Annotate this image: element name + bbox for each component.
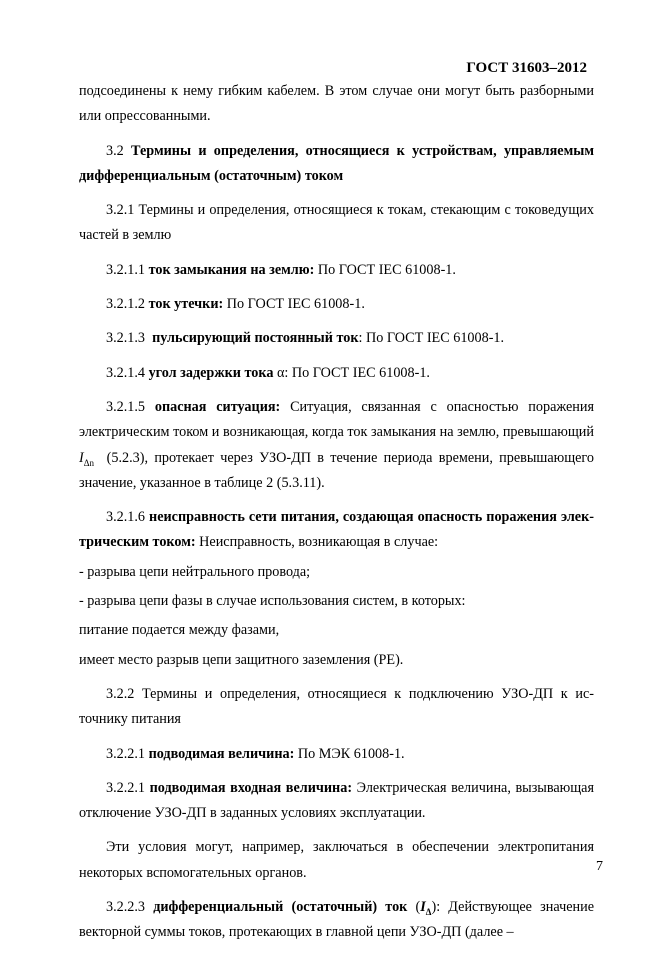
term-definition: : По ГОСТ IEC 61008-1.: [358, 330, 505, 347]
term-number: 3.2.2.1: [106, 779, 150, 796]
term-number: 3.2.1.4: [106, 364, 149, 381]
term-definition: Ситуация, связанная с опасностью поражения электрическим током и возникающая, когда ток замыкания на землю, превышающий: [79, 398, 594, 441]
term-3-2-1-3: [79, 326, 594, 351]
term-number: 3.2.1.6: [106, 509, 150, 526]
term-definition: По МЭК 61008-1.: [294, 745, 405, 762]
list-item: питание подается между фазами,: [79, 622, 280, 639]
term-definition: Электрическая величина, вызывающая отключение УЗО-ДП в заданных условиях эксплуатации.: [79, 779, 594, 822]
current-subscript: Δn: [83, 457, 95, 468]
section-title: Термины и определения, относящиеся к устройствам, управляемым дифференциальным (остаточным) током: [79, 142, 595, 184]
term-title: ток замыкания на землю:: [148, 261, 315, 278]
term-3-2-2-1: [79, 742, 594, 767]
term-definition-cont: (5.2.3), протекает через УЗО-ДП в течение периода времени, превышающего значение, указанное в таблице 2 (5.3.11).: [79, 449, 598, 491]
subsection-3-2-2: 3.2.2 Термины и определения, относящиеся к подключению УЗО-ДП к источнику питания: [79, 685, 594, 728]
term-title: угол задержки тока: [148, 364, 274, 381]
term-title: пульсирующий постоянный ток: [152, 330, 359, 347]
term-title: подводимая входная величина:: [149, 779, 353, 796]
term-definition: По ГОСТ IEC 61008-1.: [314, 261, 456, 278]
paragraph-continuation: подсоединены к нему гибким кабелем. В этом случае они могут быть разборными или опрессованными.: [79, 83, 594, 125]
current-symbol: I: [79, 449, 84, 466]
list-item: - разрыва цепи фазы в случае использования систем, в которых:: [79, 593, 466, 610]
current-symbol: I: [420, 899, 426, 916]
term-3-2-1-6: [79, 505, 594, 556]
term-number: 3.2.1.2: [106, 296, 149, 313]
term-title: неисправность сети питания, создающая опасность поражения электрическим током:: [79, 509, 594, 551]
note-paragraph: Эти условия могут, например, заключаться в обеспечении электропитания некоторых вспомогательных органов.: [79, 839, 594, 881]
term-title: опасная ситуация:: [154, 398, 281, 415]
term-number: 3.2.1.3: [106, 330, 153, 347]
term-title: ток утечки:: [148, 296, 224, 313]
section-3-2-heading: [79, 139, 594, 190]
subsection-3-2-1: 3.2.1 Термины и определения, относящиеся к токам, стекающим с токоведущих частей в землю: [79, 202, 594, 244]
term-definition: : Действующее значение векторной суммы токов, протекающих в главной цепи УЗО-ДП (далее –: [79, 899, 594, 941]
page-number: 7: [596, 859, 603, 874]
term-3-2-2-3: [79, 895, 594, 946]
list-item: - разрыва цепи нейтрального провода;: [79, 563, 311, 580]
term-number: 3.2.1.1: [106, 261, 149, 278]
term-3-2-1-4: [79, 361, 594, 386]
term-3-2-2-1-b: [79, 776, 594, 827]
term-number: 3.2.1.5: [106, 398, 155, 415]
term-title: дифференциальный (остаточный) ток: [153, 899, 408, 916]
section-number: 3.2: [106, 142, 132, 159]
paren-open: (: [407, 899, 421, 916]
current-subscript: Δ: [425, 906, 432, 917]
term-number: 3.2.2.3: [106, 899, 154, 916]
term-title: подводимая величина:: [148, 745, 295, 762]
document-body: [79, 79, 598, 955]
term-3-2-1-1: [79, 258, 594, 283]
document-header: ГОСТ 31603–2012: [466, 60, 587, 76]
term-number: 3.2.2.1: [106, 745, 149, 762]
term-definition: Неисправность, возникающая в случае:: [195, 534, 439, 551]
paren-close: ): [431, 899, 437, 916]
term-3-2-1-5: [79, 395, 598, 496]
term-definition: α: По ГОСТ IEC 61008-1.: [273, 364, 430, 381]
term-definition: По ГОСТ IEC 61008-1.: [223, 296, 365, 313]
term-3-2-1-2: [79, 292, 594, 317]
list-item: имеет место разрыв цепи защитного заземления (PE).: [79, 651, 404, 668]
